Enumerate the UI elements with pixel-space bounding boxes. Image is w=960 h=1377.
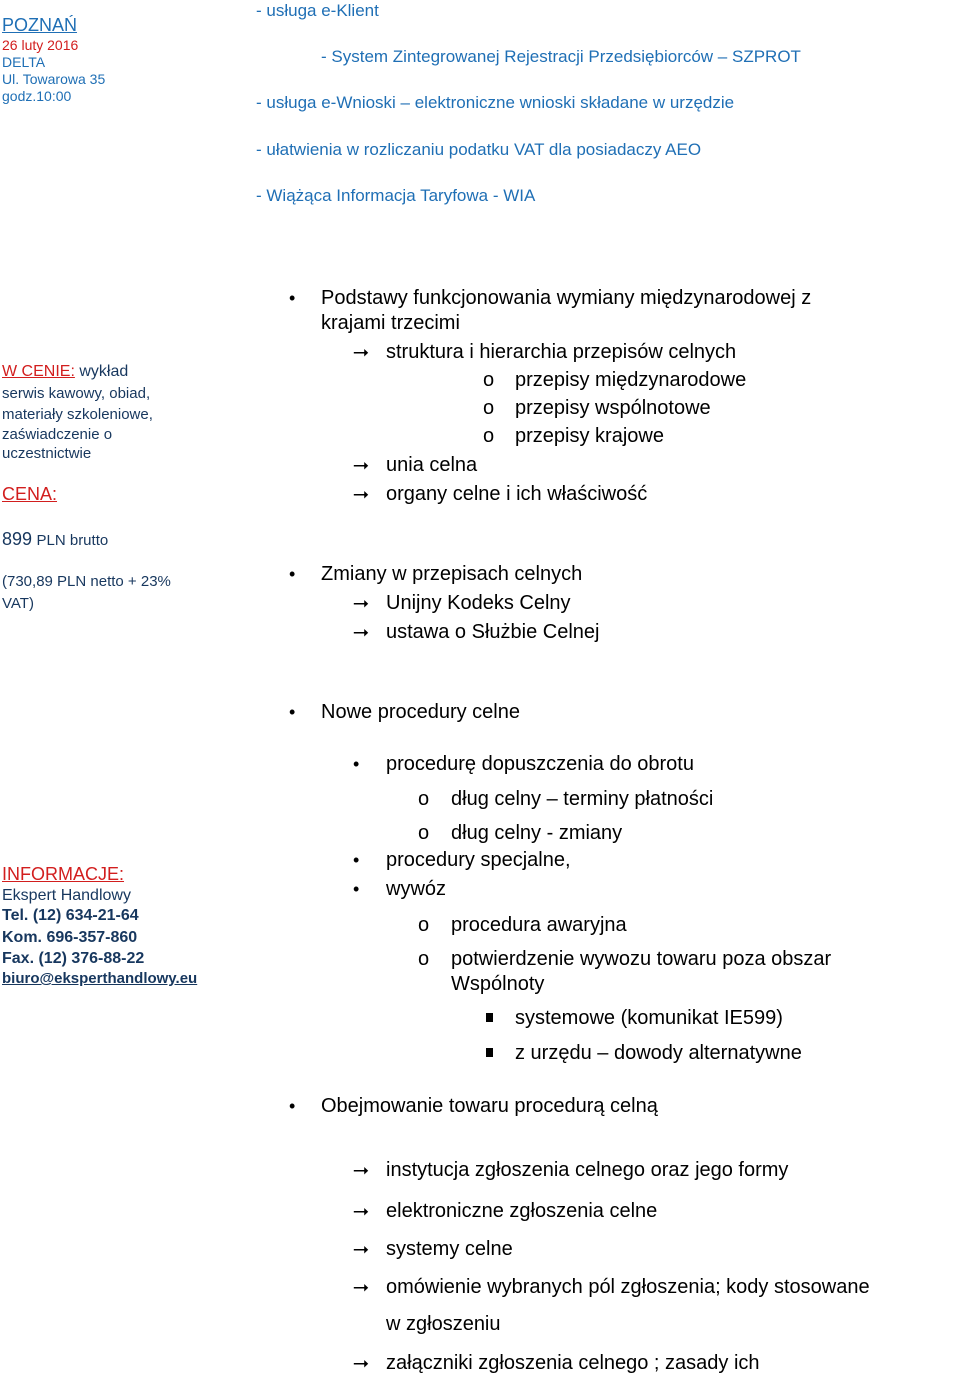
arrow-icon: ⭢ xyxy=(353,341,369,363)
list-subitem-cont: Wspólnoty xyxy=(451,973,545,995)
bullet-icon: • xyxy=(353,850,360,870)
arrow-icon: ⭢ xyxy=(353,1159,369,1181)
feature-item: - usługa e-Wnioski – elektroniczne wnioski składane w urzędzie xyxy=(256,93,735,112)
info-label: INFORMACJE: xyxy=(2,864,125,884)
arrow-icon: ⭢ xyxy=(353,621,369,643)
price-net-line: (730,89 PLN netto + 23% xyxy=(2,573,171,590)
list-item: procedurę dopuszczenia do obrotu xyxy=(386,753,694,775)
event-venue: DELTA xyxy=(2,54,46,70)
circle-bullet-icon: o xyxy=(483,369,495,391)
circle-bullet-icon: o xyxy=(418,948,430,970)
price-includes-first: wykład xyxy=(79,363,129,380)
event-time: godz.10:00 xyxy=(2,88,72,104)
list-item: systemy celne xyxy=(386,1238,513,1260)
list-item: organy celne i ich właściwość xyxy=(386,483,648,505)
square-bullet-icon xyxy=(486,1013,493,1022)
arrow-icon: ⭢ xyxy=(353,483,369,505)
list-item: ustawa o Służbie Celnej xyxy=(386,621,600,643)
bullet-icon: • xyxy=(353,879,360,899)
info-phone: Tel. (12) 634-21-64 xyxy=(2,907,139,924)
price-includes-line: materiały szkoleniowe, xyxy=(2,406,153,423)
square-bullet-icon xyxy=(486,1048,493,1057)
circle-bullet-icon: o xyxy=(483,425,495,447)
price-label: CENA: xyxy=(2,484,58,504)
list-item: struktura i hierarchia przepisów celnych xyxy=(386,341,737,363)
list-subitem: procedura awaryjna xyxy=(451,914,627,936)
list-item: elektroniczne zgłoszenia celne xyxy=(386,1200,658,1222)
section-title: krajami trzecimi xyxy=(321,312,460,334)
bullet-icon: • xyxy=(353,754,360,774)
list-subitem: przepisy krajowe xyxy=(515,425,664,447)
price-includes-line: serwis kawowy, obiad, xyxy=(2,385,151,402)
section-title: Nowe procedury celne xyxy=(321,701,520,723)
bullet-icon: • xyxy=(289,702,296,722)
list-item: omówienie wybranych pól zgłoszenia; kody stosowane xyxy=(386,1276,870,1298)
list-subitem: przepisy wspólnotowe xyxy=(515,397,711,419)
feature-item: - usługa e-Klient xyxy=(256,1,379,20)
circle-bullet-icon: o xyxy=(418,822,430,844)
list-subitem: przepisy międzynarodowe xyxy=(515,369,747,391)
list-item-cont: w zgłoszeniu xyxy=(386,1313,501,1335)
arrow-icon: ⭢ xyxy=(353,1276,369,1298)
bullet-icon: • xyxy=(289,1096,296,1116)
price-gross xyxy=(2,528,108,552)
section-title: Zmiany w przepisach celnych xyxy=(321,563,583,585)
info-company: Ekspert Handlowy xyxy=(2,887,131,904)
arrow-icon: ⭢ xyxy=(353,1238,369,1260)
list-item: załączniki zgłoszenia celnego ; zasady ich xyxy=(386,1352,760,1374)
feature-item: - Wiążąca Informacja Taryfowa - WIA xyxy=(256,186,536,205)
list-item: unia celna xyxy=(386,454,478,476)
price-includes-line: zaświadczenie o xyxy=(2,426,113,443)
arrow-icon: ⭢ xyxy=(353,1200,369,1222)
price-includes-label: W CENIE: xyxy=(2,363,75,380)
list-subsubitem: systemowe (komunikat IE599) xyxy=(515,1007,783,1029)
bullet-icon: • xyxy=(289,288,296,308)
list-item: wywóz xyxy=(386,878,447,900)
list-item: instytucja zgłoszenia celnego oraz jego formy xyxy=(386,1159,789,1181)
event-city: POZNAŃ xyxy=(2,15,78,35)
list-item: procedury specjalne, xyxy=(386,849,571,871)
section-title: Obejmowanie towaru procedurą celną xyxy=(321,1095,658,1117)
list-subitem: potwierdzenie wywozu towaru poza obszar xyxy=(451,948,832,970)
info-mobile: Kom. 696-357-860 xyxy=(2,929,138,946)
list-subitem: dług celny – terminy płatności xyxy=(451,788,714,810)
feature-item: - System Zintegrowanej Rejestracji Przedsiębiorców – SZPROT xyxy=(321,47,801,66)
arrow-icon: ⭢ xyxy=(353,1352,369,1374)
list-subitem: dług celny - zmiany xyxy=(451,822,623,844)
list-subsubitem: z urzędu – dowody alternatywne xyxy=(515,1042,802,1064)
info-email-link[interactable]: biuro@eksperthandlowy.eu xyxy=(2,970,198,987)
price-includes xyxy=(2,362,128,381)
list-item: Unijny Kodeks Celny xyxy=(386,592,571,614)
arrow-icon: ⭢ xyxy=(353,454,369,476)
feature-item: - ułatwienia w rozliczaniu podatku VAT dla posiadaczy AEO xyxy=(256,140,702,159)
event-street: Ul. Towarowa 35 xyxy=(2,71,106,87)
info-fax: Fax. (12) 376-88-22 xyxy=(2,950,145,967)
price-gross-suffix: PLN brutto xyxy=(36,532,109,549)
circle-bullet-icon: o xyxy=(418,914,430,936)
event-date: 26 luty 2016 xyxy=(2,37,79,53)
arrow-icon: ⭢ xyxy=(353,592,369,614)
bullet-icon: • xyxy=(289,564,296,584)
section-title: Podstawy funkcjonowania wymiany międzynarodowej z xyxy=(321,287,812,309)
price-includes-line: uczestnictwie xyxy=(2,445,92,462)
circle-bullet-icon: o xyxy=(483,397,495,419)
price-gross-value: 899 xyxy=(2,529,33,549)
circle-bullet-icon: o xyxy=(418,788,430,810)
price-net-line: VAT) xyxy=(2,595,34,612)
